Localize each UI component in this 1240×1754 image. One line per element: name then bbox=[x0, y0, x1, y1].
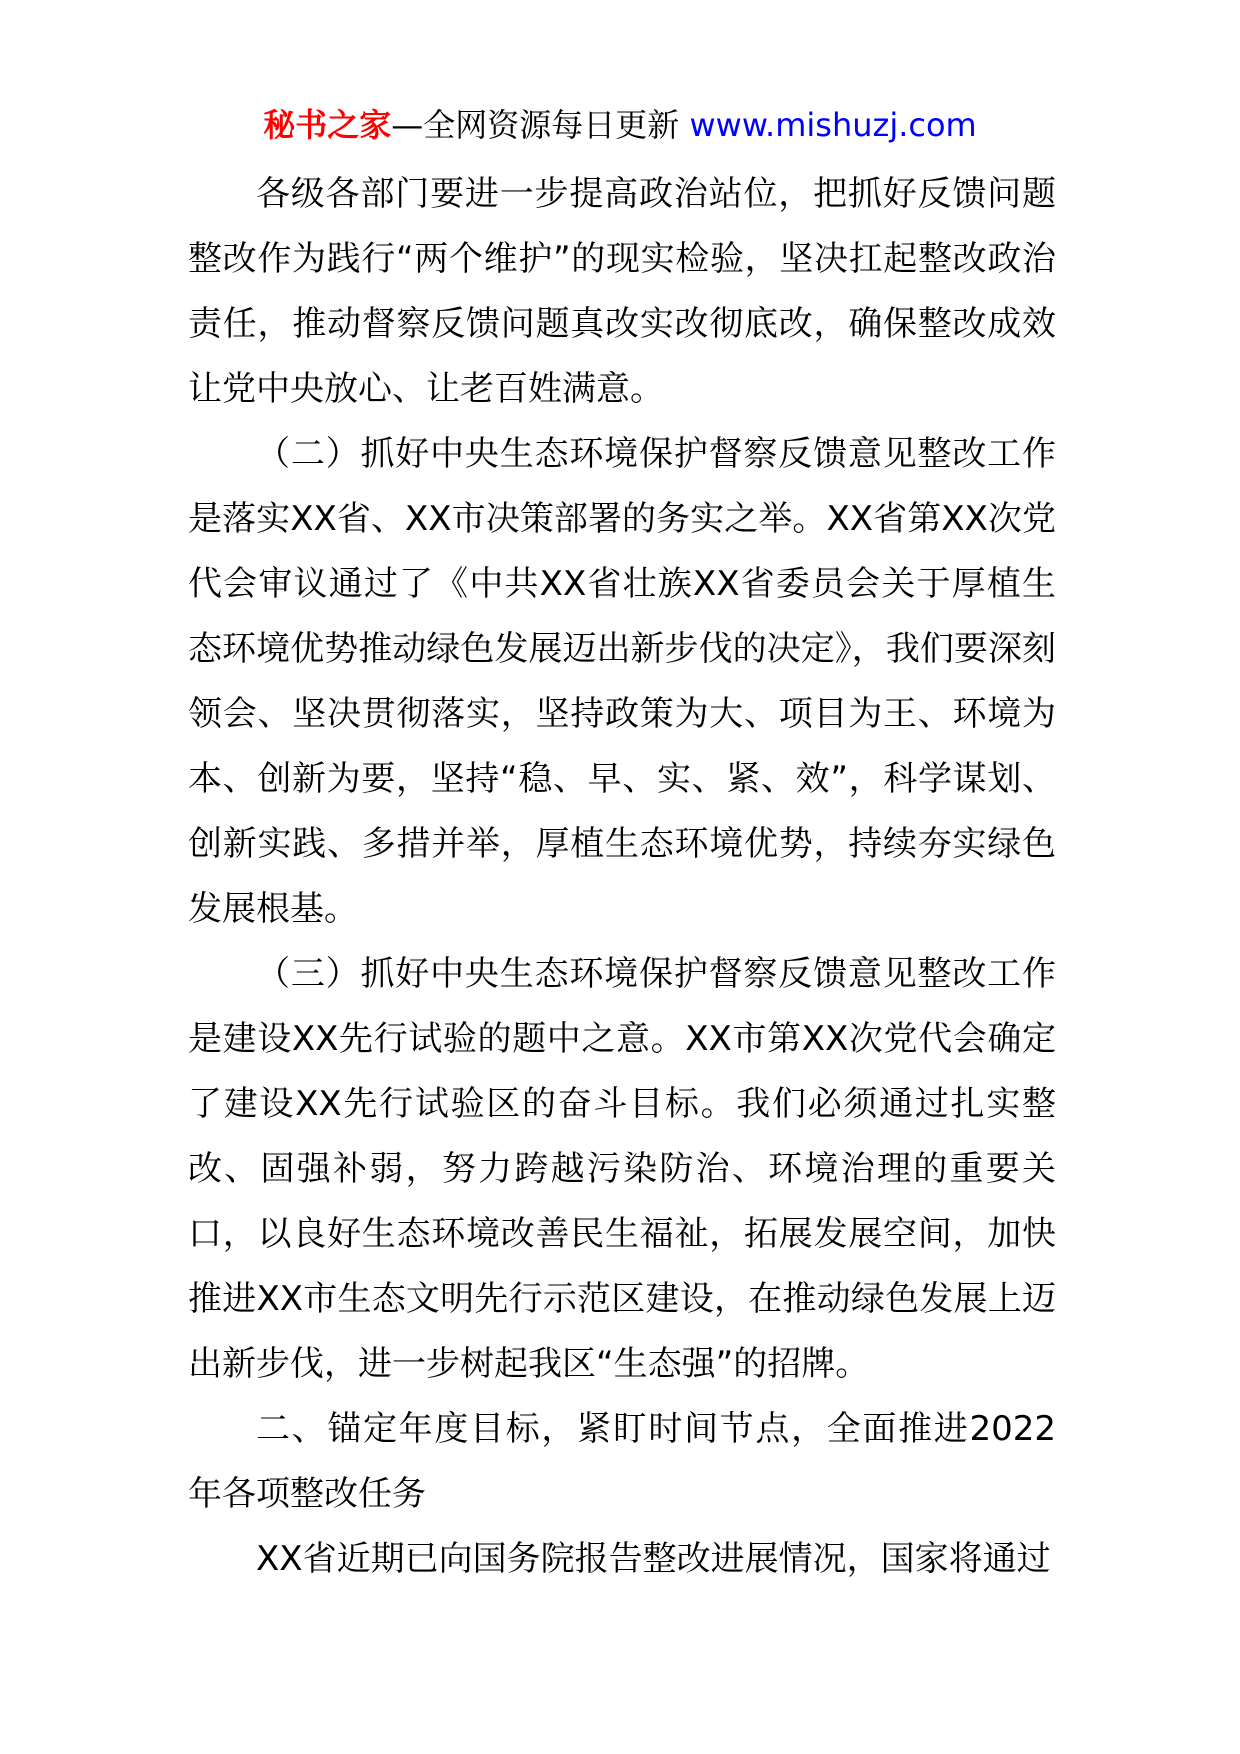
paragraph-3: （三）抓好中央生态环境保护督察反馈意见整改工作是建设XX先行试验的题中之意。XX市第XX次党代会确定了建设XX先行试验区的奋斗目标。我们必须通过扎实整改、固强补弱，努力跨越污染防治、环境治理的重要关口，以良好生态环境改善民生福祉，拓展发展空间，加快推进XX市生态文明先行示范区建设，在推动绿色发展上迈出新步伐，进一步树起我区“生态强”的招牌。 bbox=[188, 954, 1056, 1384]
paragraph-4: XX省近期已向国务院报告整改进展情况，国家将通过 bbox=[256, 1539, 1051, 1579]
paragraph-1: 各级各部门要进一步提高政治站位，把抓好反馈问题整改作为践行“两个维护”的现实检验，坚决扛起整改政治责任，推动督察反馈问题真改实改彻底改，确保整改成效让党中央放心、让老百姓满意。 bbox=[188, 174, 1056, 409]
page-header bbox=[0, 100, 1240, 150]
header-brand: 秘书之家 bbox=[263, 106, 392, 144]
section-heading: 二、锚定年度目标，紧盯时间节点，全面推进2022年各项整改任务 bbox=[188, 1409, 1056, 1514]
document-body bbox=[188, 162, 1056, 1592]
header-slogan: —全网资源每日更新 bbox=[391, 106, 690, 144]
header-url-link[interactable]: www.mishuzj.com bbox=[689, 106, 977, 144]
paragraph-2: （二）抓好中央生态环境保护督察反馈意见整改工作是落实XX省、XX市决策部署的务实之举。XX省第XX次党代会审议通过了《中共XX省壮族XX省委员会关于厚植生态环境优势推动绿色发展迈出新步伐的决定》，我们要深刻领会、坚决贯彻落实，坚持政策为大、项目为王、环境为本、创新为要，坚持“稳、早、实、紧、效”，科学谋划、创新实践、多措并举，厚植生态环境优势，持续夯实绿色发展根基。 bbox=[188, 434, 1056, 929]
